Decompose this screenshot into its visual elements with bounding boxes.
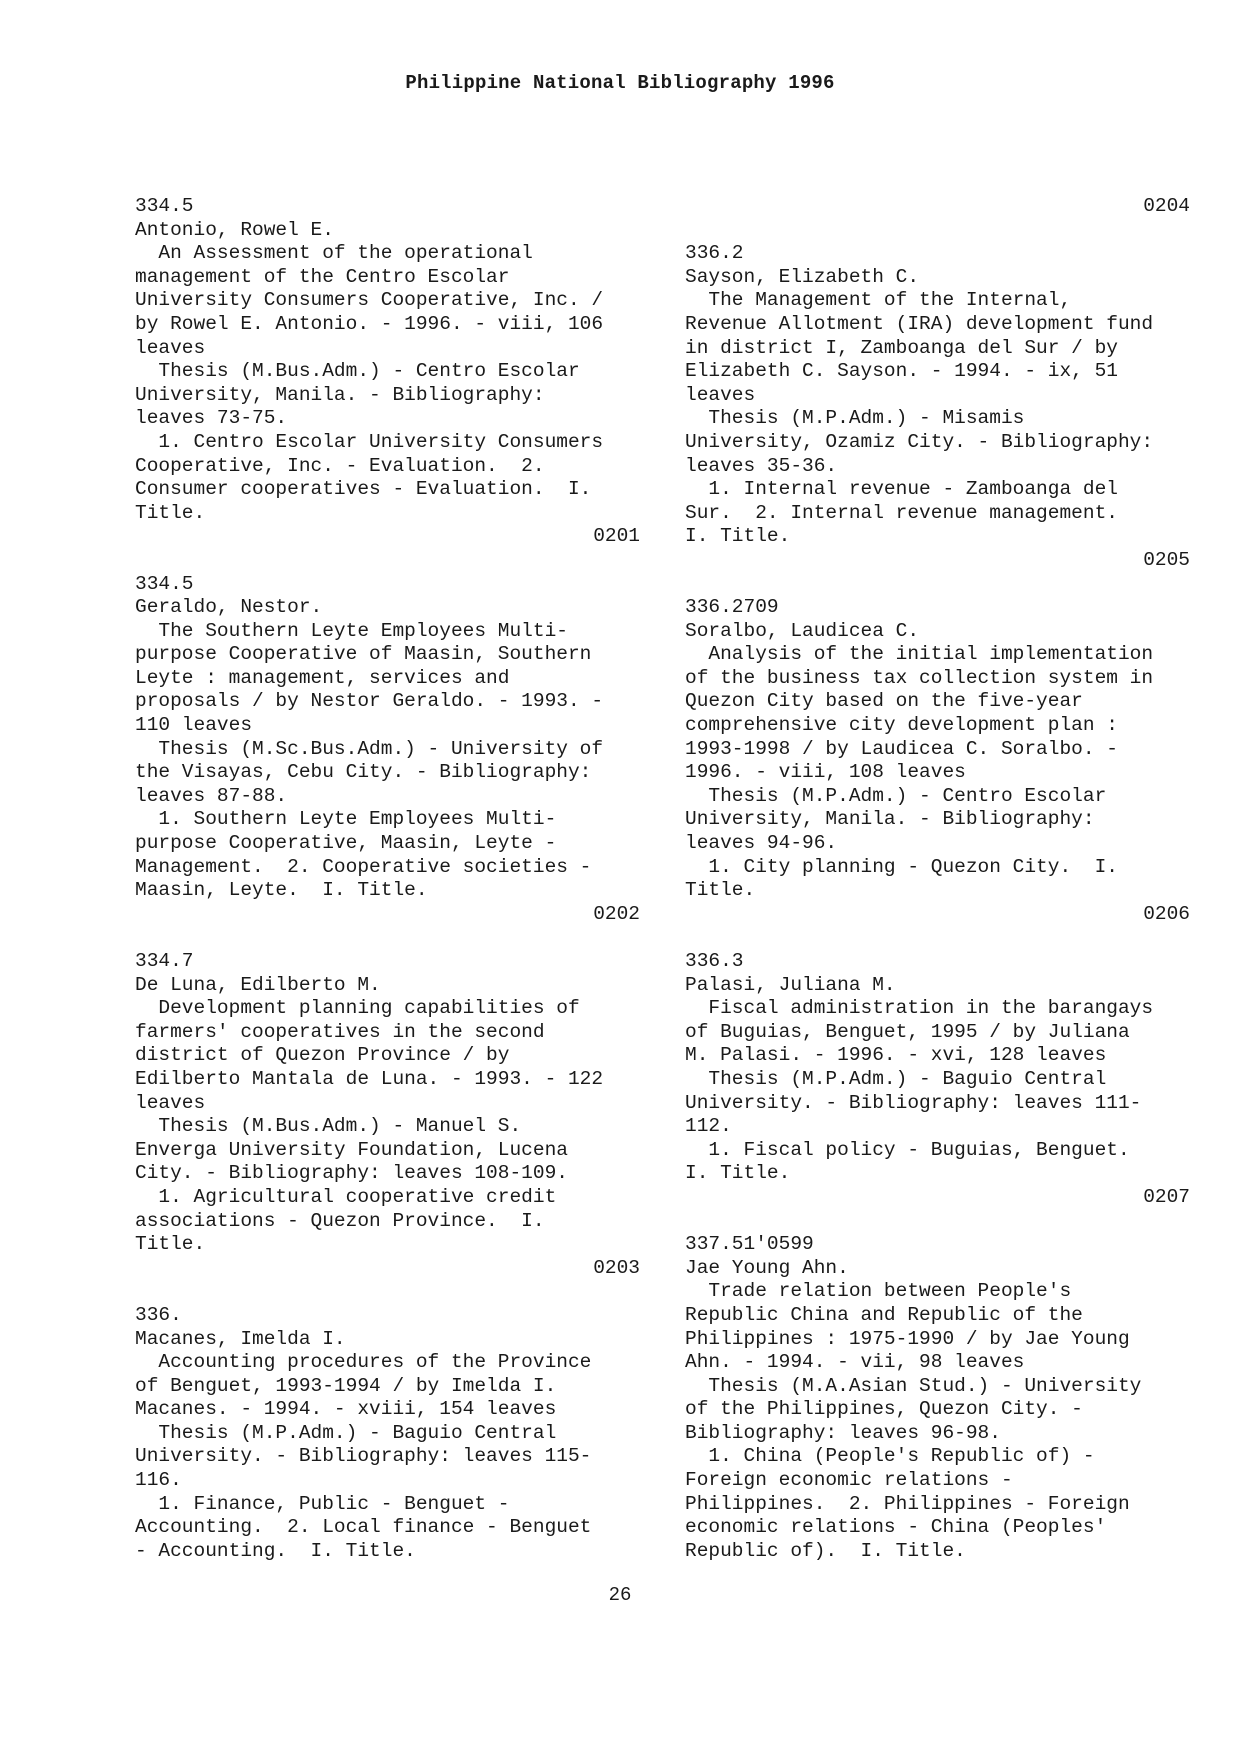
entry-line: 1996. - viii, 108 leaves: [685, 761, 966, 784]
entry-line: Fiscal administration in the barangays: [685, 997, 1154, 1020]
entry-line: Title.: [135, 1233, 206, 1256]
entry-gap: [685, 219, 1190, 243]
entry-line: Title.: [685, 879, 756, 902]
entry-line: Foreign economic relations -: [685, 1469, 1013, 1492]
entry-line: leaves 35-36.: [685, 454, 838, 477]
entry-line: University, Manila. - Bibliography:: [685, 808, 1095, 831]
entry-gap: [135, 926, 640, 950]
entry-line: 334.7: [135, 950, 194, 972]
entry-number: 0201: [593, 525, 640, 548]
entry-line: Philippines : 1975-1990 / by Jae Young: [685, 1327, 1130, 1350]
entry-line: University. - Bibliography: leaves 115-: [135, 1445, 592, 1468]
entry-number: 0205: [1143, 548, 1190, 571]
left-column: [135, 195, 640, 1563]
entry-number: 0207: [1143, 1185, 1190, 1208]
entry-line: Consumer cooperatives - Evaluation. I.: [135, 478, 592, 501]
entry-line: Edilberto Mantala de Luna. - 1993. - 122: [135, 1067, 604, 1090]
entry-line: Soralbo, Laudicea C.: [685, 619, 920, 642]
entry-line: leaves: [685, 383, 756, 406]
entry-line: 1. China (People's Republic of) -: [685, 1445, 1095, 1468]
entry-gap: [685, 573, 1190, 597]
entry-line: Sur. 2. Internal revenue management.: [685, 501, 1118, 524]
entry-line: leaves: [135, 336, 206, 359]
entry-line: 336.: [135, 1303, 182, 1326]
entry-line: University, Manila. - Bibliography:: [135, 383, 545, 406]
entry-line: Enverga University Foundation, Lucena: [135, 1138, 568, 1161]
entry-line: Philippines. 2. Philippines - Foreign: [685, 1492, 1130, 1515]
entry-line: economic relations - China (Peoples': [685, 1516, 1107, 1539]
entry-line: 1993-1998 / by Laudicea C. Soralbo. -: [685, 737, 1118, 760]
entry-line: by Rowel E. Antonio. - 1996. - viii, 106: [135, 312, 604, 335]
entry-line: Thesis (M.Sc.Bus.Adm.) - University of: [135, 737, 604, 760]
entry-line: Cooperative, Inc. - Evaluation. 2.: [135, 454, 545, 477]
entry-line: of Buguias, Benguet, 1995 / by Juliana: [685, 1020, 1130, 1043]
entry-line: district of Quezon Province / by: [135, 1044, 510, 1067]
entry-line: leaves: [135, 1091, 206, 1114]
entry-line: Thesis (M.Bus.Adm.) - Manuel S.: [135, 1115, 522, 1138]
entry-line: Management. 2. Cooperative societies -: [135, 855, 592, 878]
entry-line: leaves 87-88.: [135, 784, 288, 807]
entry-line: Thesis (M.Bus.Adm.) - Centro Escolar: [135, 360, 580, 383]
entry-line: leaves 73-75.: [135, 407, 288, 430]
entry-line: 336.2: [685, 242, 744, 265]
entry-line: of the Philippines, Quezon City. -: [685, 1398, 1083, 1421]
entry-gap: [685, 1210, 1190, 1234]
entry-line: Thesis (M.P.Adm.) - Centro Escolar: [685, 784, 1107, 807]
page-number: 26: [608, 1584, 632, 1606]
entry-line: Republic of). I. Title.: [685, 1539, 966, 1562]
entry-line: Palasi, Juliana M.: [685, 973, 896, 996]
entry-line: Leyte : management, services and: [135, 666, 510, 689]
entry-line: Antonio, Rowel E.: [135, 218, 334, 241]
entry-line: I. Title.: [685, 1162, 791, 1185]
entry-line: 336.2709: [685, 596, 779, 619]
page-title: Philippine National Bibliography 1996: [405, 72, 835, 94]
entry-line: - Accounting. I. Title.: [135, 1539, 416, 1562]
entry-line: 1. Agricultural cooperative credit: [135, 1185, 557, 1208]
entry-line: The Southern Leyte Employees Multi-: [135, 619, 568, 642]
entry-line: farmers' cooperatives in the second: [135, 1020, 545, 1043]
entry-number: 0204: [1143, 195, 1190, 217]
entry-line: 112.: [685, 1115, 732, 1138]
entry-line: Maasin, Leyte. I. Title.: [135, 879, 428, 902]
entry-line: University, Ozamiz City. - Bibliography:: [685, 430, 1154, 453]
entry-line: 1. Southern Leyte Employees Multi-: [135, 808, 557, 831]
entry-line: Accounting procedures of the Province: [135, 1351, 592, 1374]
entry-line: proposals / by Nestor Geraldo. - 1993. -: [135, 690, 604, 713]
entry-line: 1. Centro Escolar University Consumers: [135, 430, 604, 453]
entry-line: purpose Cooperative of Maasin, Southern: [135, 643, 592, 666]
entry-line: M. Palasi. - 1996. - xvi, 128 leaves: [685, 1044, 1107, 1067]
entry-line: Geraldo, Nestor.: [135, 596, 323, 619]
entry-line: An Assessment of the operational: [135, 242, 533, 265]
entry-line: associations - Quezon Province. I.: [135, 1209, 545, 1232]
entry-line: I. Title.: [685, 525, 791, 548]
entry-line: 1. Fiscal policy - Buguias, Benguet.: [685, 1138, 1130, 1161]
entry-line: Trade relation between People's: [685, 1280, 1072, 1303]
entry-line: The Management of the Internal,: [685, 289, 1072, 312]
entry-line: Macanes. - 1994. - xviii, 154 leaves: [135, 1398, 557, 1421]
entry-line: Bibliography: leaves 96-98.: [685, 1421, 1001, 1444]
entry-number: 0202: [593, 902, 640, 925]
entry-line: Ahn. - 1994. - vii, 98 leaves: [685, 1351, 1025, 1374]
entry-line: De Luna, Edilberto M.: [135, 973, 381, 996]
entry-line: Jae Young Ahn.: [685, 1256, 849, 1279]
entry-number: 0203: [593, 1256, 640, 1279]
entry-line: Sayson, Elizabeth C.: [685, 265, 920, 288]
entry-line: Thesis (M.P.Adm.) - Baguio Central: [685, 1067, 1107, 1090]
entry-line: management of the Centro Escolar: [135, 265, 510, 288]
entry-gap: [685, 926, 1190, 950]
entry-line: the Visayas, Cebu City. - Bibliography:: [135, 761, 592, 784]
entry-line: 336.3: [685, 950, 744, 972]
entry-line: leaves 94-96.: [685, 832, 838, 855]
right-column: [685, 195, 1190, 1563]
entry-line: purpose Cooperative, Maasin, Leyte -: [135, 832, 557, 855]
entry-line: of Benguet, 1993-1994 / by Imelda I.: [135, 1374, 557, 1397]
entry-line: 1. City planning - Quezon City. I.: [685, 855, 1118, 878]
entry-line: Revenue Allotment (IRA) development fund: [685, 312, 1154, 335]
entry-line: 110 leaves: [135, 714, 253, 737]
entry-line: University Consumers Cooperative, Inc. /: [135, 289, 604, 312]
entry-gap: [135, 1280, 640, 1304]
entry-line: Thesis (M.A.Asian Stud.) - University: [685, 1374, 1142, 1397]
entry-line: 337.51'0599: [685, 1233, 814, 1256]
entry-line: 116.: [135, 1469, 182, 1492]
entry-line: 1. Finance, Public - Benguet -: [135, 1492, 510, 1515]
entry-line: Thesis (M.P.Adm.) - Misamis: [685, 407, 1025, 430]
entry-line: 334.5: [135, 572, 194, 595]
entry-line: Title.: [135, 501, 206, 524]
entry-gap: [135, 549, 640, 573]
entry-line: Elizabeth C. Sayson. - 1994. - ix, 51: [685, 360, 1118, 383]
entry-line: Accounting. 2. Local finance - Benguet: [135, 1516, 592, 1539]
entry-line: in district I, Zamboanga del Sur / by: [685, 336, 1118, 359]
entry-line: Republic China and Republic of the: [685, 1303, 1083, 1326]
entry-line: Development planning capabilities of: [135, 997, 580, 1020]
entry-line: of the business tax collection system in: [685, 666, 1154, 689]
entry-number: 0206: [1143, 902, 1190, 925]
entry-line: 334.5: [135, 195, 194, 217]
entry-line: 1. Internal revenue - Zamboanga del: [685, 478, 1118, 501]
entry-line: University. - Bibliography: leaves 111-: [685, 1091, 1142, 1114]
entry-line: comprehensive city development plan :: [685, 714, 1118, 737]
entry-line: Analysis of the initial implementation: [685, 643, 1154, 666]
entry-line: Quezon City based on the five-year: [685, 690, 1083, 713]
entry-line: City. - Bibliography: leaves 108-109.: [135, 1162, 568, 1185]
entry-line: Thesis (M.P.Adm.) - Baguio Central: [135, 1421, 557, 1444]
entry-line: Macanes, Imelda I.: [135, 1327, 346, 1350]
